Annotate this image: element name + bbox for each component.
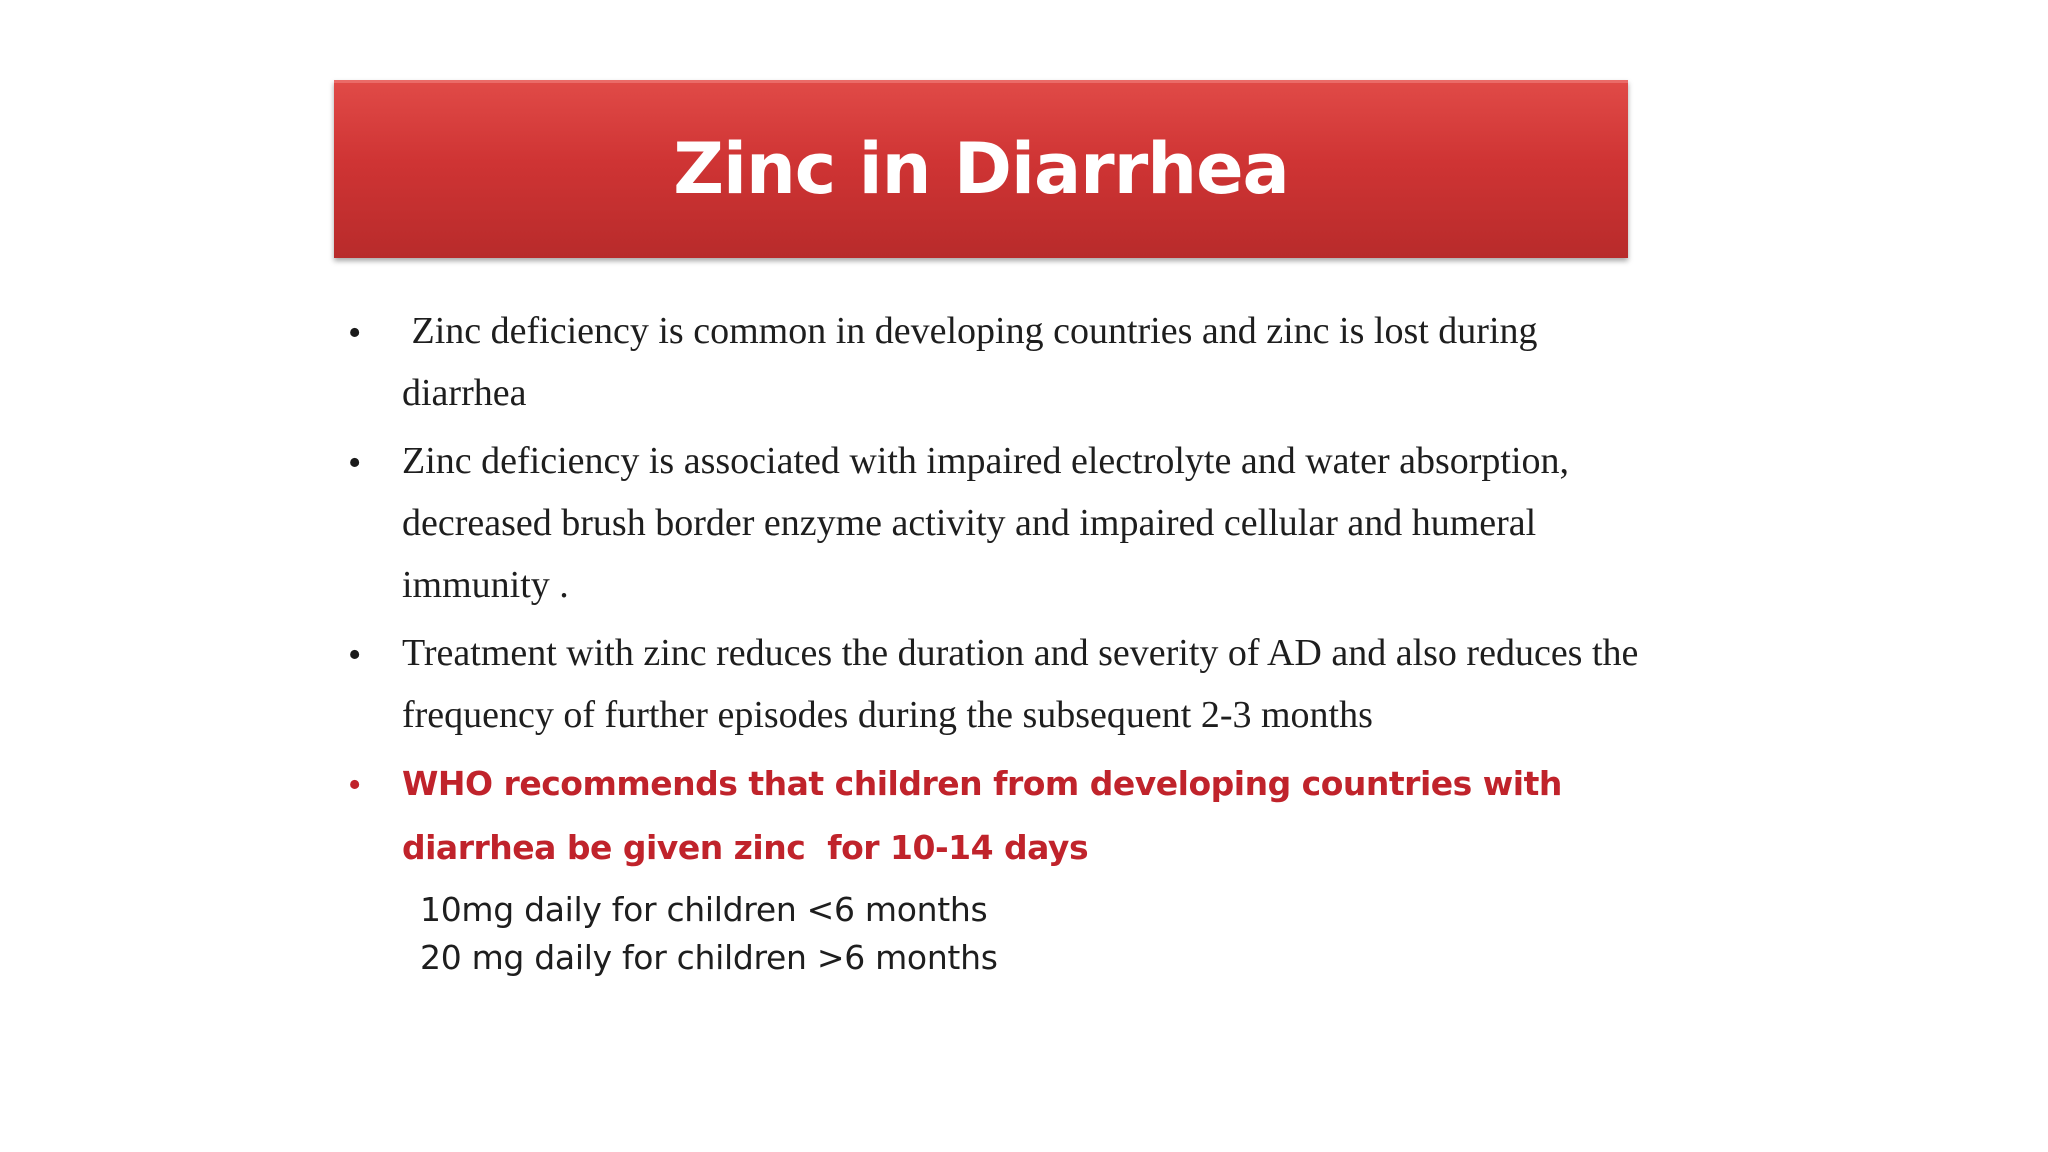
bullet-marker: • xyxy=(348,764,362,806)
dosing-list xyxy=(420,886,998,982)
bullet-item-associated-impairment xyxy=(340,430,1640,616)
bullet-item-zinc-deficiency xyxy=(340,300,1640,424)
bullet-text-highlight: WHO recommends that children from developing countries with diarrhea be given zinc for 10-14 days xyxy=(402,764,1573,867)
bullet-list xyxy=(340,300,1640,886)
bullet-text: Zinc deficiency is associated with impaired electrolyte and water absorption, decreased brush border enzyme activity and impaired cellular and humeral immunity . xyxy=(402,440,1570,606)
bullet-marker: • xyxy=(348,312,362,354)
title-bar xyxy=(334,80,1628,258)
bullet-marker: • xyxy=(348,442,362,484)
bullet-marker: • xyxy=(348,634,362,676)
bullet-item-treatment xyxy=(340,622,1640,746)
bullet-text: Zinc deficiency is common in developing countries and zinc is lost during diarrhea xyxy=(402,310,1548,414)
dose-line-under-6-months: 10mg daily for children <6 months xyxy=(420,890,988,929)
slide-title: Zinc in Diarrhea xyxy=(673,127,1289,210)
dose-line-over-6-months: 20 mg daily for children >6 months xyxy=(420,938,998,977)
bullet-item-who-recommendation xyxy=(340,752,1640,880)
bullet-text: Treatment with zinc reduces the duration and severity of AD and also reduces the frequency of further episodes during the subsequent 2-3 months xyxy=(402,632,1639,736)
